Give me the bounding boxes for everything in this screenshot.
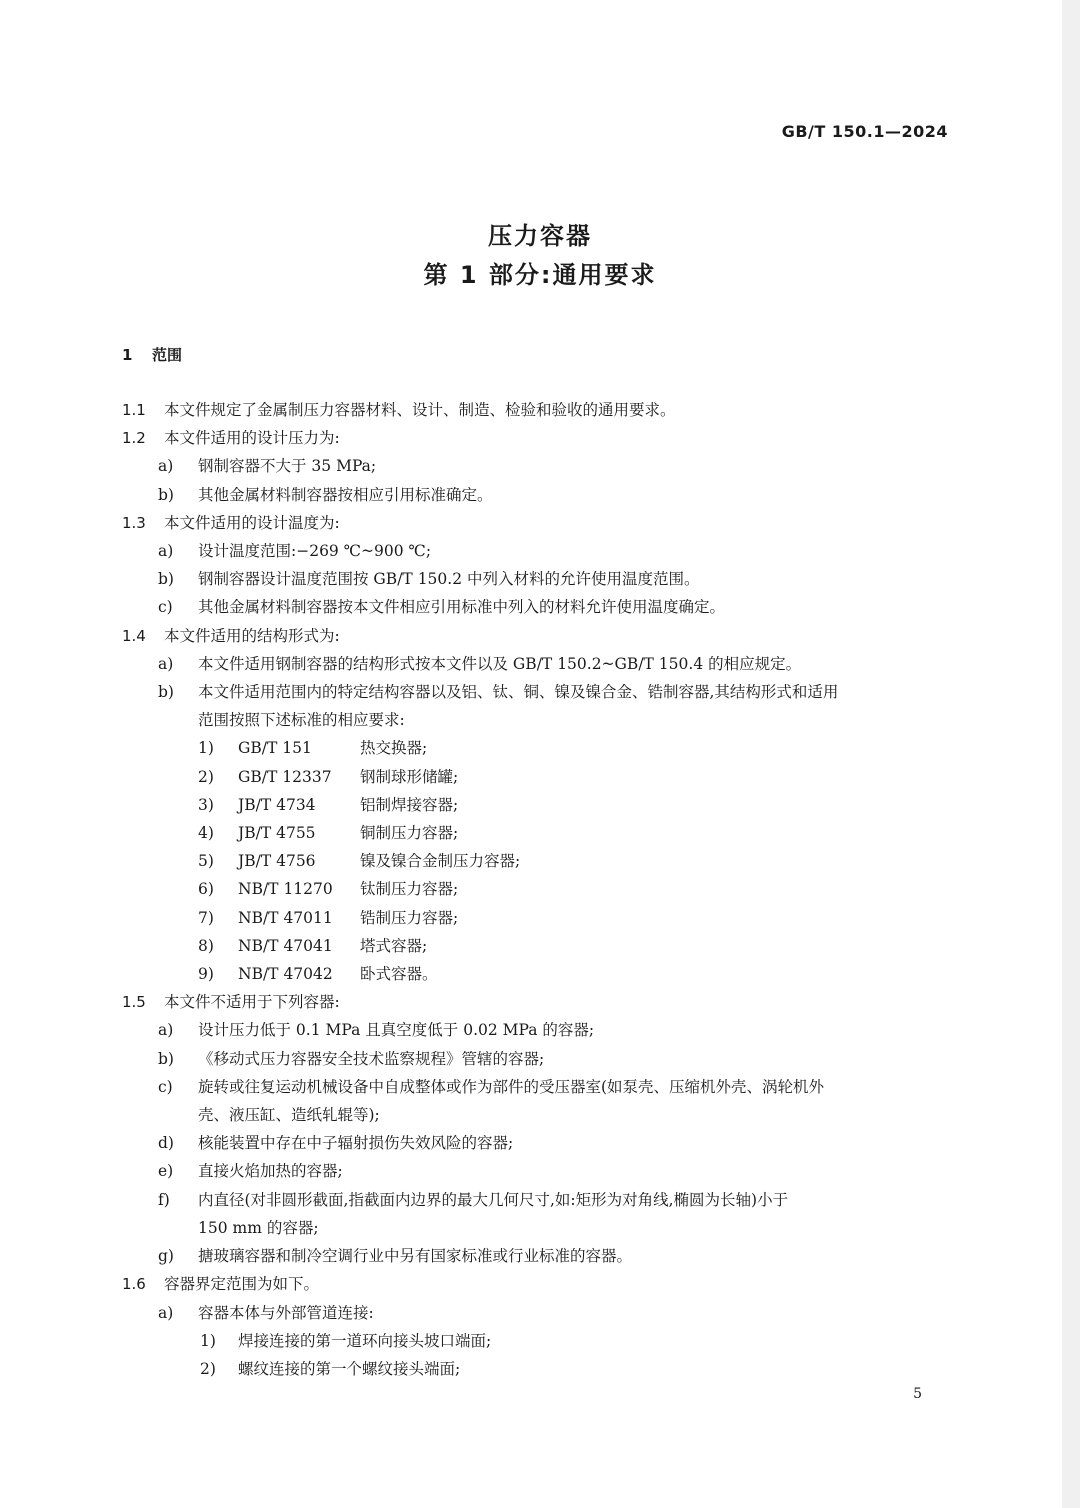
clause-text: 本文件不适用于下列容器: (164, 993, 340, 1012)
section-title: 范围 (152, 346, 183, 364)
item-marker: 3) (198, 795, 214, 814)
document-subtitle: 第 1 部分:通用要求 (423, 261, 657, 289)
list-item (122, 452, 952, 480)
standard-code: JB/T 4755 (238, 824, 316, 843)
item-marker: a) (158, 457, 174, 476)
item-marker: d) (158, 1134, 174, 1153)
item-text: 铝制焊接容器; (360, 795, 459, 814)
item-text: 壳、液压缸、造纸轧辊等); (198, 1106, 380, 1125)
clause-1-5 (122, 988, 952, 1016)
item-marker: b) (158, 1049, 174, 1068)
item-marker: e) (158, 1162, 174, 1181)
standard-ref-item (122, 875, 952, 903)
item-marker: 2) (200, 1359, 216, 1378)
standard-code: GB/T 12337 (238, 767, 332, 786)
clause-text: 本文件适用的结构形式为: (164, 626, 340, 645)
clause-text: 本文件适用的设计压力为: (164, 429, 340, 448)
standard-number: GB/T 150.1—2024 (781, 122, 948, 141)
list-item (122, 593, 952, 621)
list-item (122, 650, 952, 678)
standard-ref-item (122, 763, 952, 791)
item-text: 搪玻璃容器和制冷空调行业中另有国家标准或行业标准的容器。 (198, 1247, 633, 1266)
item-marker: 5) (198, 852, 214, 871)
list-item (122, 565, 952, 593)
item-text: 本文件适用钢制容器的结构形式按本文件以及 GB/T 150.2~GB/T 150.4 的相应规定。 (198, 654, 802, 673)
item-marker: g) (158, 1247, 174, 1266)
standard-code: NB/T 11270 (238, 880, 333, 899)
clause-text: 本文件规定了金属制压力容器材料、设计、制造、检验和验收的通用要求。 (164, 401, 676, 419)
item-text: 钛制压力容器; (360, 880, 459, 899)
item-text: 设计压力低于 0.1 MPa 且真空度低于 0.02 MPa 的容器; (198, 1021, 595, 1040)
item-text: 螺纹连接的第一个螺纹接头端面; (238, 1359, 461, 1378)
standard-ref-item (122, 960, 952, 988)
item-text: 其他金属材料制容器按本文件相应引用标准中列入的材料允许使用温度确定。 (198, 598, 726, 617)
standard-code: JB/T 4756 (238, 852, 316, 871)
standard-ref-item (122, 734, 952, 762)
clause-1-6 (122, 1270, 952, 1298)
clause-number: 1.4 (122, 626, 146, 645)
list-item (122, 1129, 952, 1157)
item-marker: 7) (198, 908, 214, 927)
item-marker: c) (158, 1077, 173, 1096)
item-marker: a) (158, 1021, 174, 1040)
item-marker: 2) (198, 767, 214, 786)
item-text: 锆制压力容器; (360, 908, 459, 927)
clause-1-3 (122, 509, 952, 537)
item-text: 设计温度范围:−269 ℃~900 ℃; (198, 542, 432, 561)
item-marker: a) (158, 654, 174, 673)
standard-code: GB/T 151 (238, 739, 312, 758)
item-text: 150 mm 的容器; (198, 1218, 319, 1237)
item-text: 焊接连接的第一道环向接头坡口端面; (238, 1331, 492, 1350)
standard-code: NB/T 47041 (238, 936, 333, 955)
item-marker: f) (158, 1190, 170, 1209)
item-marker: 1) (200, 1331, 216, 1350)
list-item (122, 1299, 952, 1327)
item-text: 直接火焰加热的容器; (198, 1162, 343, 1181)
list-item (122, 1016, 952, 1044)
list-item (122, 678, 952, 706)
sub-list-item (122, 1355, 952, 1383)
item-text: 内直径(对非圆形截面,指截面内边界的最大几何尺寸,如:矩形为对角线,椭圆为长轴)小于 (198, 1190, 789, 1209)
clause-text: 容器界定范围为如下。 (164, 1275, 320, 1294)
standard-ref-item (122, 819, 952, 847)
item-text: 热交换器; (360, 739, 428, 758)
clause-1-4 (122, 622, 952, 650)
standard-code: NB/T 47042 (238, 965, 333, 984)
item-marker: 4) (198, 824, 214, 843)
document-title: 压力容器 (488, 222, 592, 250)
list-item (122, 1242, 952, 1270)
clause-number: 1.6 (122, 1275, 146, 1294)
standard-code: NB/T 47011 (238, 908, 333, 927)
item-marker: 8) (198, 936, 214, 955)
standard-ref-item (122, 791, 952, 819)
clause-1-2 (122, 424, 952, 452)
item-marker: b) (158, 683, 174, 702)
body-text (122, 396, 952, 1383)
list-item-continuation (122, 706, 952, 734)
list-item (122, 481, 952, 509)
section-number: 1 (122, 346, 133, 364)
standard-code: JB/T 4734 (238, 795, 316, 814)
page-number: 5 (913, 1386, 922, 1402)
item-text: 钢制球形储罐; (360, 767, 459, 786)
list-item (122, 1045, 952, 1073)
clause-number: 1.5 (122, 993, 146, 1012)
item-text: 范围按照下述标准的相应要求: (198, 711, 405, 730)
item-text: 其他金属材料制容器按相应引用标准确定。 (198, 485, 493, 504)
section-heading (122, 344, 182, 365)
clause-1-1 (122, 396, 952, 424)
item-text: 镍及镍合金制压力容器; (360, 852, 521, 871)
list-item (122, 1157, 952, 1185)
standard-ref-item (122, 847, 952, 875)
clause-number: 1.1 (122, 401, 146, 419)
item-marker: a) (158, 1303, 174, 1322)
standard-ref-item (122, 904, 952, 932)
item-text: 钢制容器不大于 35 MPa; (198, 457, 377, 476)
list-item (122, 537, 952, 565)
clause-text: 本文件适用的设计温度为: (164, 513, 340, 532)
item-text: 核能装置中存在中子辐射损伤失效风险的容器; (198, 1134, 514, 1153)
item-marker: b) (158, 485, 174, 504)
item-text: 《移动式压力容器安全技术监察规程》管辖的容器; (198, 1049, 545, 1068)
list-item (122, 1186, 952, 1214)
list-item-continuation (122, 1101, 952, 1129)
item-text: 塔式容器; (360, 936, 428, 955)
standard-ref-item (122, 932, 952, 960)
sub-list-item (122, 1327, 952, 1355)
item-text: 铜制压力容器; (360, 824, 459, 843)
item-text: 本文件适用范围内的特定结构容器以及铝、钛、铜、镍及镍合金、锆制容器,其结构形式和适用 (198, 683, 839, 702)
item-marker: a) (158, 542, 174, 561)
list-item (122, 1073, 952, 1101)
item-text: 旋转或往复运动机械设备中自成整体或作为部件的受压器室(如泵壳、压缩机外壳、涡轮机外 (198, 1077, 825, 1096)
item-text: 卧式容器。 (360, 965, 438, 984)
item-text: 钢制容器设计温度范围按 GB/T 150.2 中列入材料的允许使用温度范围。 (198, 570, 700, 589)
item-marker: 6) (198, 880, 214, 899)
item-marker: 9) (198, 965, 214, 984)
clause-number: 1.2 (122, 429, 146, 448)
list-item-continuation (122, 1214, 952, 1242)
item-marker: b) (158, 570, 174, 589)
item-text: 容器本体与外部管道连接: (198, 1303, 374, 1322)
item-marker: 1) (198, 739, 214, 758)
clause-number: 1.3 (122, 513, 146, 532)
item-marker: c) (158, 598, 173, 617)
